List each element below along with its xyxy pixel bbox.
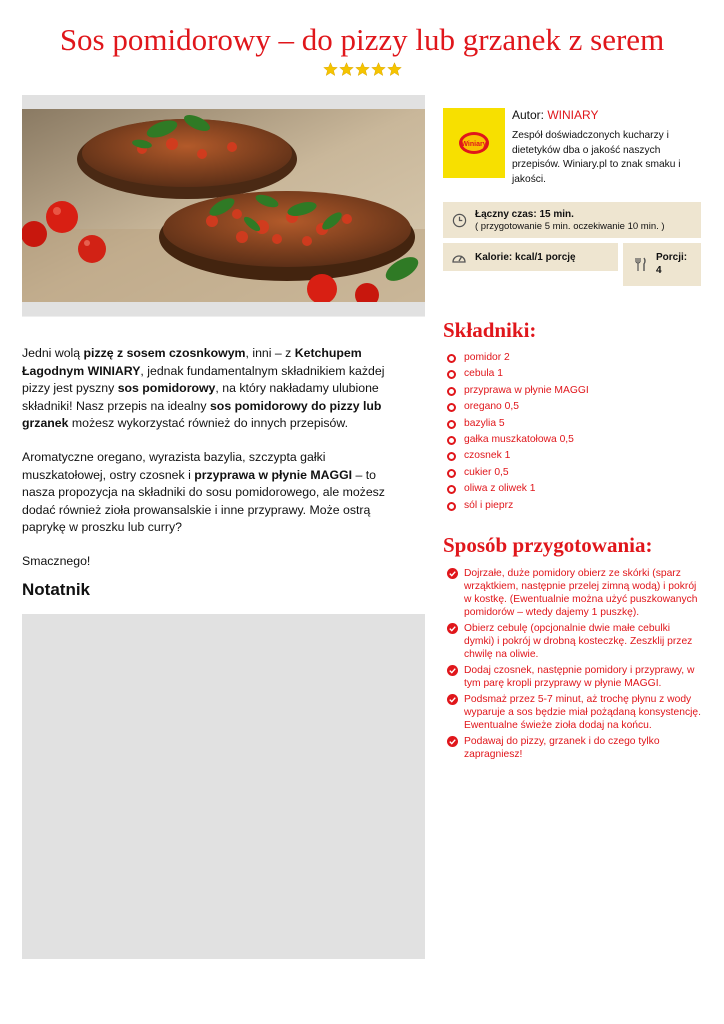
step-item bbox=[447, 664, 702, 690]
intro-text: , na który nakładamy ulubione składniki! Nasz przepis na idealny bbox=[22, 381, 379, 413]
check-circle-icon bbox=[447, 736, 458, 747]
check-circle-icon bbox=[447, 665, 458, 676]
circle-bullet-icon bbox=[447, 485, 456, 494]
circle-bullet-icon bbox=[447, 420, 456, 429]
steps-list bbox=[447, 567, 702, 764]
ingredient-item[interactable] bbox=[447, 400, 589, 416]
circle-bullet-icon bbox=[447, 502, 456, 511]
calories-label: Kalorie: kcal/1 porcję bbox=[475, 252, 576, 263]
intro-paragraph bbox=[22, 449, 402, 537]
time-detail: ( przygotowanie 5 min. oczekiwanie 10 min. ) bbox=[475, 221, 665, 232]
intro-paragraph bbox=[22, 345, 402, 433]
intro-text: Smacznego! bbox=[22, 553, 91, 568]
ingredients-title: Składniki: bbox=[443, 318, 537, 342]
total-time-label: Łączny czas: 15 min. bbox=[475, 209, 574, 220]
author-description: Zespół doświadczonych kucharzy i dietetyków dba o jakość naszych przepisów. Winiary.pl to znak smaku i jakości. bbox=[512, 130, 681, 185]
step-text: Podawaj do pizzy, grzanek i do czego tylko zapragniesz! bbox=[464, 736, 660, 760]
step-item bbox=[447, 622, 702, 661]
intro-emphasis: sos pomidorowy do pizzy lub grzanek bbox=[22, 398, 382, 431]
scale-icon bbox=[451, 250, 467, 264]
ingredient-item[interactable] bbox=[447, 499, 589, 515]
star-icon bbox=[323, 62, 338, 77]
intro-emphasis: Ketchupem Łagodnym WINIARY bbox=[22, 346, 362, 378]
check-circle-icon bbox=[447, 694, 458, 705]
ingredient-item[interactable] bbox=[447, 417, 589, 433]
ingredient-item[interactable] bbox=[447, 466, 589, 482]
circle-bullet-icon bbox=[447, 387, 456, 396]
author-link[interactable]: WINIARY bbox=[547, 108, 599, 122]
rating-stars bbox=[0, 62, 724, 82]
intro-paragraph bbox=[22, 553, 402, 571]
ingredient-label: gałka muszkatołowa 0,5 bbox=[464, 433, 574, 445]
steps-title: Sposób przygotowania: bbox=[443, 533, 653, 557]
ingredient-label: czosnek 1 bbox=[464, 450, 511, 462]
intro-text: – to nasza propozycja na składniki do sosu pomidorowego, ale możesz dodać również zioła prowansalskie i inne przyprawy. Może ostrą paprykę w proszku lub curry? bbox=[22, 467, 385, 535]
circle-bullet-icon bbox=[447, 469, 456, 478]
ingredient-label: bazylia 5 bbox=[464, 417, 505, 429]
ingredient-label: przyprawa w płynie MAGGI bbox=[464, 384, 589, 396]
ingredients-list bbox=[447, 351, 589, 515]
ingredient-item[interactable] bbox=[447, 351, 589, 367]
ingredient-label: oliwa z oliwek 1 bbox=[464, 483, 536, 495]
intro-text: możesz wykorzystać również do innych przepisów. bbox=[68, 416, 349, 431]
intro-text: , jednak fundamentalnym składnikiem każdej pizzy jest pyszny bbox=[22, 363, 385, 396]
author-line bbox=[512, 108, 598, 122]
check-circle-icon bbox=[447, 623, 458, 634]
star-icon bbox=[387, 62, 402, 77]
calories-box bbox=[443, 243, 618, 271]
ingredient-label: oregano 0,5 bbox=[464, 401, 519, 413]
svg-text:Winiary: Winiary bbox=[461, 141, 487, 148]
circle-bullet-icon bbox=[447, 354, 456, 363]
ingredient-item[interactable] bbox=[447, 482, 589, 498]
portions-value: 4 bbox=[656, 265, 662, 276]
ingredient-label: cukier 0,5 bbox=[464, 466, 509, 478]
intro-text: , inni – z bbox=[245, 346, 295, 360]
ingredient-item[interactable] bbox=[447, 367, 589, 383]
check-circle-icon bbox=[447, 568, 458, 579]
intro-text: Jedni wolą bbox=[22, 346, 84, 360]
ingredient-label: sól i pieprz bbox=[464, 499, 514, 511]
author-label: Autor: bbox=[512, 108, 548, 122]
step-item bbox=[447, 567, 702, 619]
step-text: Obierz cebulę (opcjonalnie dwie małe cebulki dymki) i pokrój w drobną kosteczkę. Zeszklij przez chwilę na oliwie. bbox=[464, 623, 693, 660]
ingredient-item[interactable] bbox=[447, 449, 589, 465]
intro-emphasis: sos pomidorowy bbox=[117, 381, 216, 396]
ingredient-item[interactable] bbox=[447, 384, 589, 400]
recipe-intro bbox=[22, 345, 402, 587]
clock-icon bbox=[452, 213, 467, 228]
star-icon bbox=[339, 62, 354, 77]
intro-emphasis: pizzę z sosem czosnkowym bbox=[83, 346, 246, 360]
winiary-logo bbox=[443, 108, 505, 178]
circle-bullet-icon bbox=[447, 403, 456, 412]
star-icon bbox=[355, 62, 370, 77]
step-text: Dodaj czosnek, następnie pomidory i przyprawy, w tym parę kropli przyprawy w płynie MAGGI. bbox=[464, 665, 695, 689]
intro-text: Aromatyczne oregano, wyrazista bazylia, szczypta gałki muszkatołowej, ostry czosnek i bbox=[22, 449, 326, 482]
step-text: Podsmaż przez 5-7 minut, aż trochę płynu z wody wyparuje a sos będzie miał pożądaną konsystencję. Ewentualne świeże zioła dodaj na końcu. bbox=[464, 694, 701, 731]
ingredient-label: cebula 1 bbox=[464, 368, 503, 380]
portions-box bbox=[623, 243, 701, 286]
star-icon bbox=[371, 62, 386, 77]
step-item bbox=[447, 693, 702, 732]
ingredient-item[interactable] bbox=[447, 433, 589, 449]
step-item bbox=[447, 735, 702, 761]
circle-bullet-icon bbox=[447, 436, 456, 445]
bruschetta-image bbox=[22, 109, 425, 302]
ingredient-label: pomidor 2 bbox=[464, 352, 510, 363]
notes-title: Notatnik bbox=[22, 580, 90, 599]
notes-area[interactable] bbox=[22, 614, 425, 959]
portions-label: Porcji: bbox=[656, 252, 688, 263]
divider bbox=[22, 316, 425, 317]
recipe-title: Sos pomidorowy – do pizzy lub grzanek z serem bbox=[59, 22, 665, 57]
cutlery-icon bbox=[634, 257, 647, 272]
circle-bullet-icon bbox=[447, 370, 456, 379]
step-text: Dojrzałe, duże pomidory obierz ze skórki (sparz wrząktkiem, następnie przelej zimną wodą) i pokrój w kostkę. (Ewentualnie można użyć puszkowanych pomidorów – wtedy dajemy 1 puszkę). bbox=[464, 568, 698, 618]
recipe-photo bbox=[22, 95, 425, 316]
intro-emphasis: przyprawa w płynie MAGGI bbox=[194, 467, 353, 482]
total-time-box bbox=[443, 202, 701, 238]
circle-bullet-icon bbox=[447, 452, 456, 461]
